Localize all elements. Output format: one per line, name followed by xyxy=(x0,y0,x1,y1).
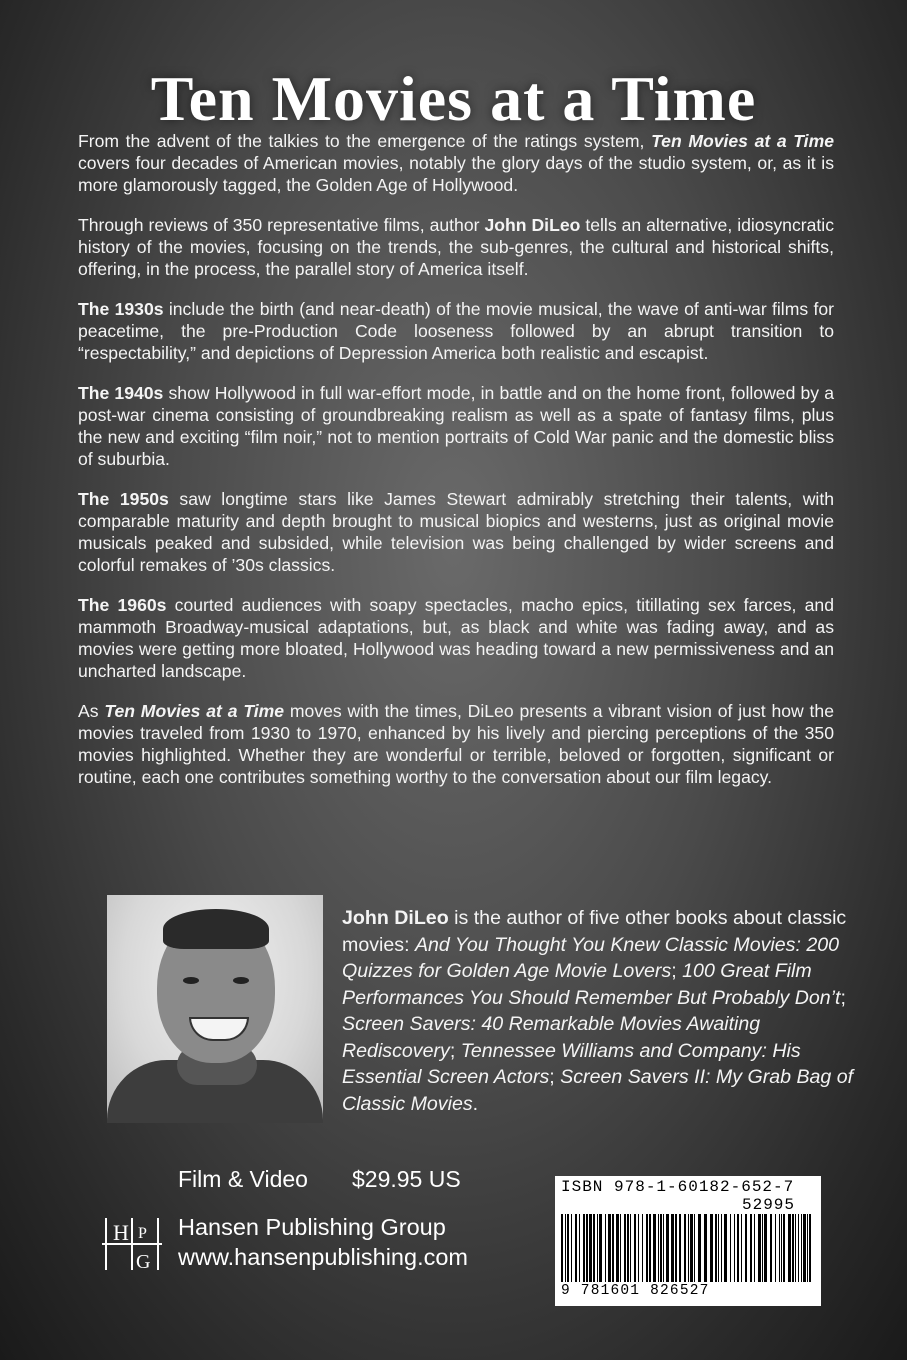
barcode-bar xyxy=(737,1214,739,1282)
paragraph-1930s xyxy=(78,298,834,364)
barcode-bar xyxy=(612,1214,614,1282)
photo-eye xyxy=(233,977,249,984)
barcode-bar xyxy=(593,1214,595,1282)
text: . xyxy=(472,1092,479,1115)
barcode-bar xyxy=(762,1214,763,1282)
barcode-bar xyxy=(710,1214,713,1282)
author-name-inline: John DiLeo xyxy=(484,215,581,235)
barcode-bar xyxy=(627,1214,629,1282)
paragraph-author xyxy=(78,214,834,280)
barcode-bar xyxy=(586,1214,588,1282)
paragraph-1950s xyxy=(78,488,834,576)
text: ; xyxy=(449,1039,461,1062)
photo-eye xyxy=(183,977,199,984)
barcode-bars xyxy=(561,1214,815,1282)
paragraph-1940s xyxy=(78,382,834,470)
barcode-bar xyxy=(688,1214,689,1282)
barcode-bar xyxy=(684,1214,686,1282)
barcode-bar xyxy=(679,1214,681,1282)
publisher-info xyxy=(178,1212,468,1272)
barcode-bar xyxy=(792,1214,794,1282)
barcode-bar xyxy=(730,1214,731,1282)
category-label: Film & Video xyxy=(178,1166,308,1192)
decade-label: The 1950s xyxy=(78,489,169,509)
barcode-bar xyxy=(630,1214,631,1282)
text: tells an alternative, idiosyncratic history of the movies, focusing on the trends, the sub-genres, the cultural and historical shifts, offering, in the process, the parallel story of America itself. xyxy=(78,215,834,279)
barcode-bar xyxy=(597,1214,598,1282)
barcode-bar xyxy=(758,1214,761,1282)
isbn-text: ISBN 978-1-60182-652-7 xyxy=(561,1178,795,1196)
price-label: $29.95 US xyxy=(352,1166,461,1192)
barcode-bar xyxy=(624,1214,626,1282)
decade-label: The 1960s xyxy=(78,595,167,615)
barcode-bar xyxy=(649,1214,651,1282)
barcode-bar xyxy=(721,1214,722,1282)
description xyxy=(78,130,834,806)
barcode-bar xyxy=(567,1214,569,1282)
barcode-bar xyxy=(745,1214,747,1282)
decade-label: The 1930s xyxy=(78,299,164,319)
barcode-bar xyxy=(775,1214,776,1282)
barcode-bar xyxy=(795,1214,796,1282)
barcode-bar xyxy=(616,1214,619,1282)
isbn-barcode xyxy=(555,1176,821,1306)
barcode-bar xyxy=(666,1214,669,1282)
barcode-bar xyxy=(698,1214,701,1282)
barcode-bar xyxy=(605,1214,606,1282)
book-ref: 100 Great Film Performances You Should Remember But Probably Don’t xyxy=(342,960,841,1009)
barcode-bar xyxy=(809,1214,811,1282)
publisher-name: Hansen Publishing Group xyxy=(178,1214,446,1240)
barcode-bar xyxy=(583,1214,585,1282)
barcode-bar xyxy=(754,1214,755,1282)
barcode-bar xyxy=(575,1214,577,1282)
barcode-bar xyxy=(781,1214,782,1282)
barcode-bar xyxy=(798,1214,799,1282)
text: is the author of five other books about classic movies: xyxy=(342,907,847,956)
barcode-bar xyxy=(801,1214,802,1282)
barcode-bar xyxy=(770,1214,772,1282)
text: saw longtime stars like James Stewart admirably stretching their talents, with comparable maturity and depth brought to musical biopics and westerns, just as original movie musicals peaked and subsided, while television was being challenged by wider screens and colorful remakes of ’30s classics. xyxy=(78,489,834,575)
barcode-bar xyxy=(642,1214,643,1282)
text: Through reviews of 350 representative films, author xyxy=(78,215,485,235)
price-code: 52995 xyxy=(742,1196,796,1214)
barcode-bar xyxy=(690,1214,693,1282)
book-ref: Screen Savers: 40 Remarkable Movies Awaiting Rediscovery xyxy=(342,1013,761,1062)
barcode-bar xyxy=(788,1214,791,1282)
paragraph-intro xyxy=(78,130,834,196)
barcode-bar xyxy=(599,1214,602,1282)
text: From the advent of the talkies to the emergence of the ratings system, xyxy=(78,131,652,151)
barcode-bar xyxy=(783,1214,785,1282)
text: ; xyxy=(840,986,846,1009)
barcode-bar xyxy=(660,1214,662,1282)
svg-text:H: H xyxy=(113,1220,129,1245)
barcode-bar xyxy=(675,1214,677,1282)
barcode-bar xyxy=(565,1214,566,1282)
barcode-bar xyxy=(646,1214,648,1282)
barcode-bar xyxy=(579,1214,580,1282)
book-title-inline: Ten Movies at a Time xyxy=(104,701,285,721)
barcode-bar xyxy=(694,1214,695,1282)
text: ; xyxy=(549,1066,561,1088)
barcode-bar xyxy=(718,1214,719,1282)
svg-text:G: G xyxy=(136,1251,151,1273)
author-photo xyxy=(107,895,323,1123)
book-title-inline: Ten Movies at a Time xyxy=(651,131,834,151)
text: include the birth (and near-death) of the movie musical, the wave of anti-war films for peacetime, the pre-Production Code looseness followed by an abrupt transition to “respectability,” and depictions of Depression America both realistic and escapist. xyxy=(78,299,835,363)
barcode-bar xyxy=(561,1214,563,1282)
barcode-bar xyxy=(724,1214,727,1282)
barcode-bar xyxy=(663,1214,664,1282)
publisher-logo-icon xyxy=(100,1212,164,1276)
barcode-bar xyxy=(638,1214,639,1282)
barcode-bar xyxy=(750,1214,752,1282)
barcode-bar xyxy=(764,1214,767,1282)
barcode-bar xyxy=(571,1214,572,1282)
photo-hair xyxy=(163,909,269,949)
barcode-bar xyxy=(741,1214,742,1282)
decade-label: The 1940s xyxy=(78,383,164,403)
barcode-bar xyxy=(658,1214,659,1282)
book-title: Ten Movies at a Time xyxy=(150,63,757,134)
barcode-bar xyxy=(704,1214,707,1282)
barcode-bar xyxy=(807,1214,808,1282)
barcode-bar xyxy=(620,1214,621,1282)
barcode-bar xyxy=(589,1214,592,1282)
barcode-bar xyxy=(671,1214,674,1282)
book-ref: Tennessee Williams and Company: His Essential Screen Actors xyxy=(342,1039,801,1088)
barcode-bar xyxy=(734,1214,735,1282)
barcode-bar xyxy=(608,1214,611,1282)
svg-text:P: P xyxy=(138,1225,147,1242)
text: moves with the times, DiLeo presents a vibrant vision of just how the movies traveled from 1930 to 1970, enhanced by his lively and piercing perceptions of the 350 movies highlighted. Whether they are wonderful or terrible, beloved or forgotten, significant or routine, each one contributes something worthy to the conversation about our film legacy. xyxy=(78,701,835,787)
publisher-url: www.hansenpublishing.com xyxy=(178,1244,468,1270)
text: As xyxy=(78,701,105,721)
barcode-bar xyxy=(634,1214,636,1282)
text: show Hollywood in full war-effort mode, in battle and on the home front, followed by a post-war cinema consisting of groundbreaking realism as well as a spate of fantasy films, plus the new and exciting “film noir,” not to mention portraits of Cold War panic and the domestic bliss of suburbia. xyxy=(78,383,834,469)
book-ref: Screen Savers II: My Grab Bag of Classic Movies xyxy=(342,1066,854,1115)
text: ; xyxy=(671,960,683,982)
author-name: John DiLeo xyxy=(342,907,449,929)
author-bio xyxy=(342,905,867,1117)
paragraph-1960s xyxy=(78,594,834,682)
text: covers four decades of American movies, notably the glory days of the studio system, or, as it is more glamorously tagged, the Golden Age of Hollywood. xyxy=(78,153,834,195)
barcode-bar xyxy=(803,1214,806,1282)
barcode-bar xyxy=(653,1214,656,1282)
barcode-bar xyxy=(715,1214,717,1282)
book-ref: And You Thought You Knew Classic Movies: 200 Quizzes for Golden Age Movie Lovers xyxy=(342,933,840,982)
paragraph-closing xyxy=(78,700,834,788)
barcode-bar xyxy=(779,1214,780,1282)
barcode-digits: 9 781601 826527 xyxy=(561,1283,710,1299)
text: courted audiences with soapy spectacles, macho epics, titillating sex farces, and mammoth Broadway-musical adaptations, but, as black and white was fading away, and as movies were getting more bloated, Hollywood was heading toward a new permissiveness and an uncharted landscape. xyxy=(78,595,834,681)
